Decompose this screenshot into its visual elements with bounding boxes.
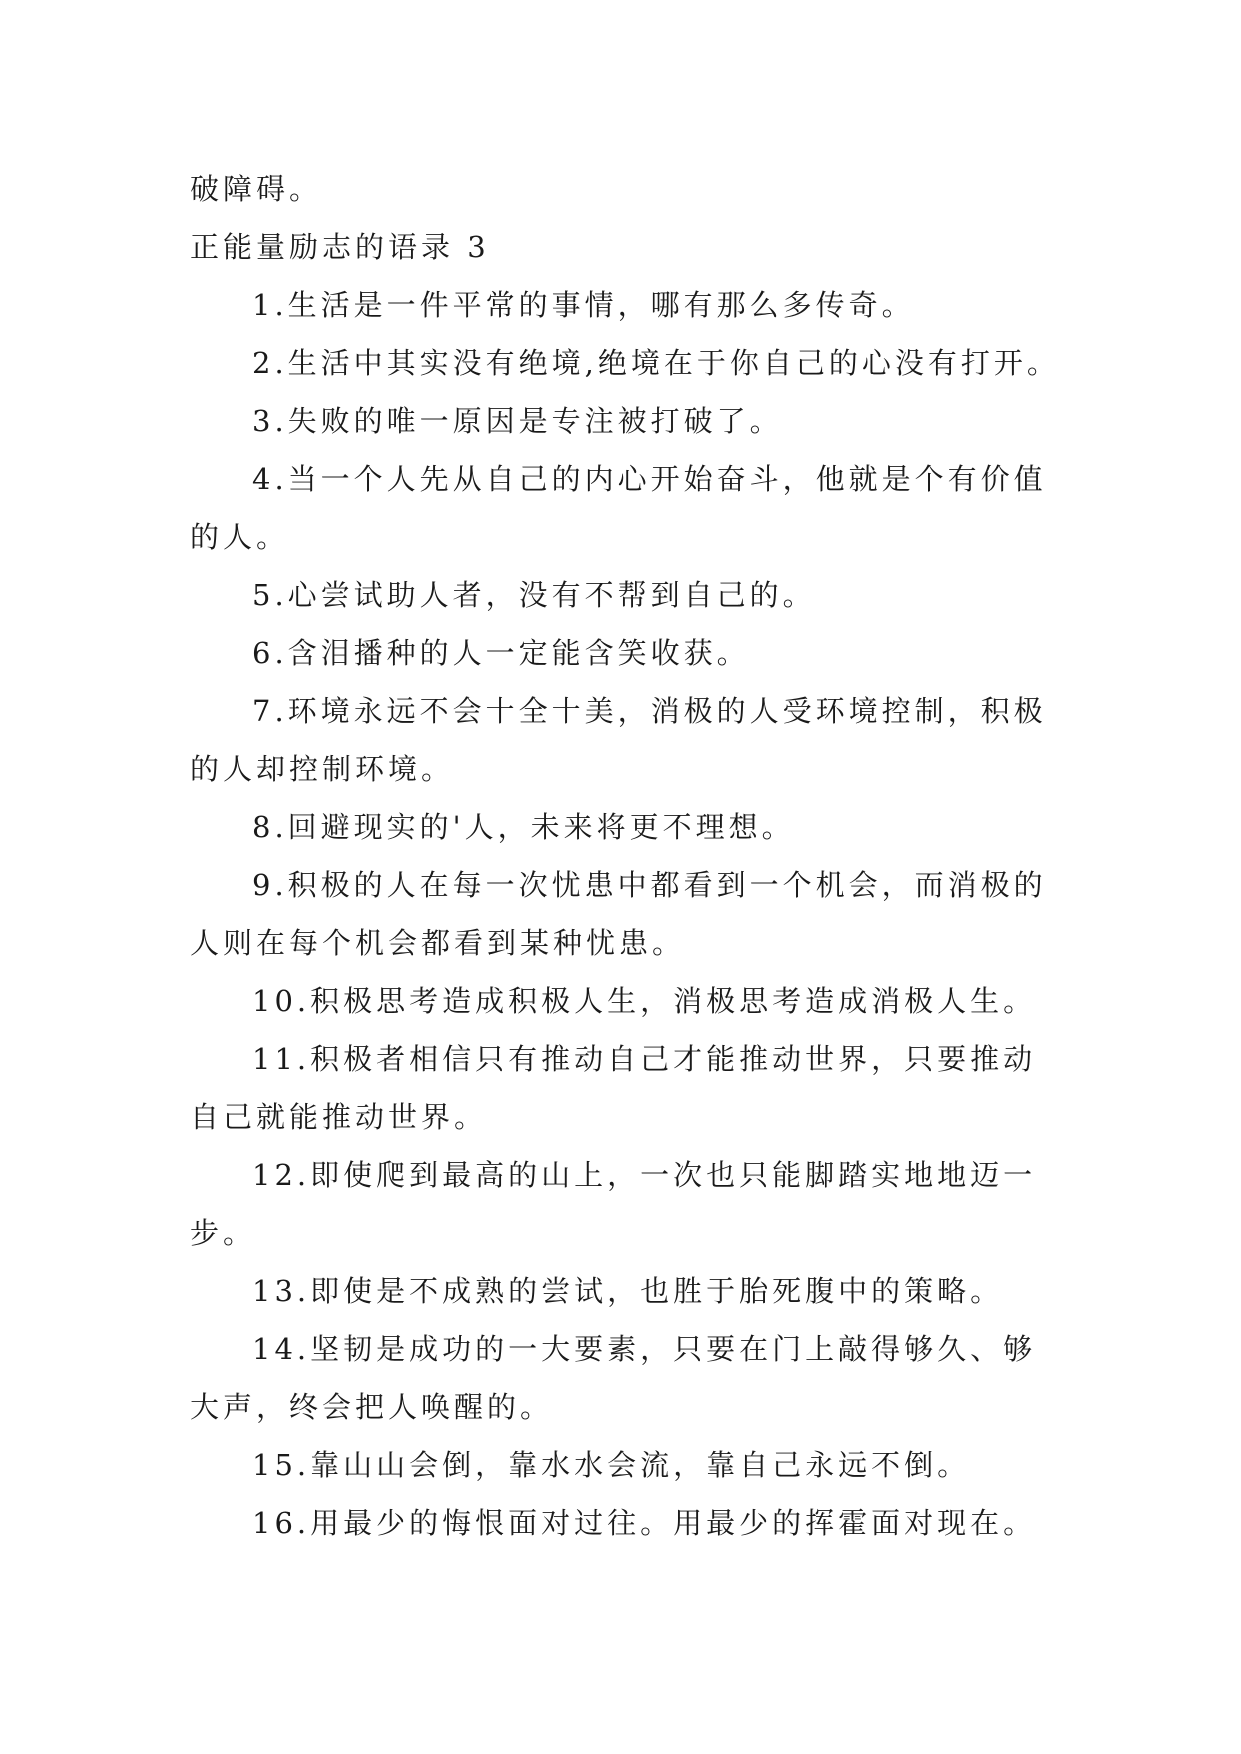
quote-item-continuation: 大声，终会把人唤醒的。: [190, 1390, 554, 1424]
quote-item-continuation: 的人。: [190, 520, 290, 554]
quote-item-continuation: 的人却控制环境。: [190, 752, 455, 786]
quote-item: 7.环境永远不会十全十美，消极的人受环境控制，积极: [252, 694, 1047, 728]
quote-item: 3.失败的唯一原因是专注被打破了。: [252, 404, 783, 438]
quote-item-continuation: 人则在每个机会都看到某种忧患。: [190, 926, 686, 960]
quote-item: 10.积极思考造成积极人生，消极思考造成消极人生。: [252, 984, 1037, 1018]
quote-item-continuation: 步。: [190, 1216, 257, 1250]
quote-item: 12.即使爬到最高的山上，一次也只能脚踏实地地迈一: [252, 1158, 1037, 1192]
quote-item-continuation: 自己就能推动世界。: [190, 1100, 488, 1134]
quote-item: 8.回避现实的'人，未来将更不理想。: [252, 810, 795, 844]
text-line: 破障碍。: [190, 172, 323, 206]
quote-item: 6.含泪播种的人一定能含笑收获。: [252, 636, 750, 670]
quote-item: 13.即使是不成熟的尝试，也胜于胎死腹中的策略。: [252, 1274, 1004, 1308]
quote-item: 15.靠山山会倒，靠水水会流，靠自己永远不倒。: [252, 1448, 971, 1482]
quote-item: 5.心尝试助人者，没有不帮到自己的。: [252, 578, 816, 612]
quote-item: 1.生活是一件平常的事情，哪有那么多传奇。: [252, 288, 915, 322]
quote-item: 11.积极者相信只有推动自己才能推动世界，只要推动: [252, 1042, 1037, 1076]
section-heading: 正能量励志的语录 3: [190, 230, 490, 264]
quote-item: 14.坚韧是成功的一大要素，只要在门上敲得够久、够: [252, 1332, 1037, 1366]
quote-item: 4.当一个人先从自己的内心开始奋斗，他就是个有价值: [252, 462, 1047, 496]
document-body: [190, 160, 1060, 1552]
quote-item: 16.用最少的悔恨面对过往。用最少的挥霍面对现在。: [252, 1506, 1037, 1540]
quote-item: 9.积极的人在每一次忧患中都看到一个机会，而消极的: [252, 868, 1047, 902]
quote-item: 2.生活中其实没有绝境,绝境在于你自己的心没有打开。: [252, 346, 1060, 380]
